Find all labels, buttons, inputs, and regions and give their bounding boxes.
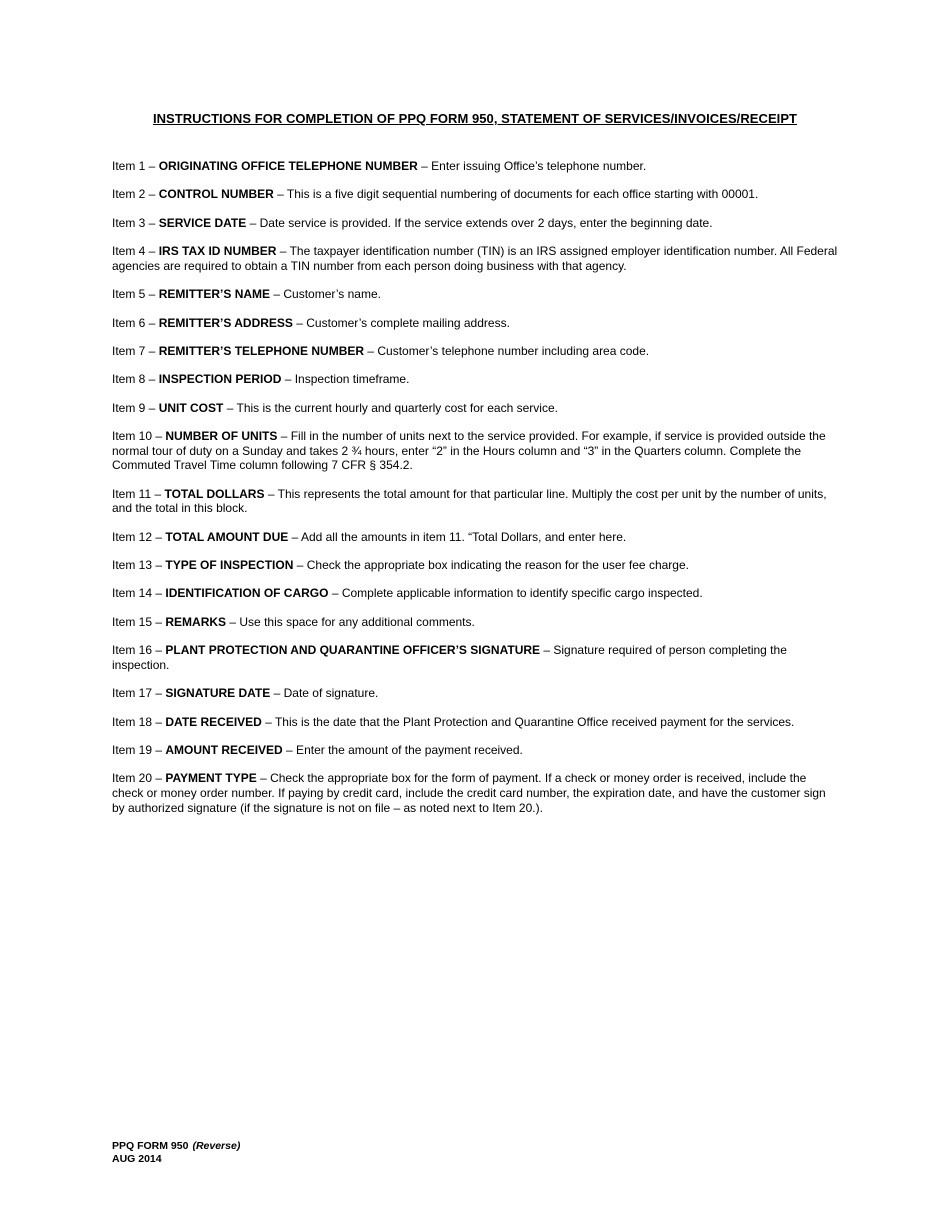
item-text: – Check the appropriate box for the form of payment. If a check or money order is received, include the check or money order number. If paying by credit card, include the credit card number, the expiration date, and have the customer sign by authorized signature (if the signature is not on file – as noted next to Item 20.). (112, 771, 826, 815)
item-prefix: Item 11 – (112, 486, 165, 501)
item-label: UNIT COST (158, 400, 224, 415)
item-prefix: Item 6 – (112, 315, 159, 330)
item-text: – The taxpayer identification number (TIN) is an IRS assigned employer identification number. All Federal agencies are required to obtain a TIN number from each person doing business with that agency. (112, 244, 838, 273)
item-text: – Use this space for any additional comments. (226, 614, 475, 629)
item-text: – Customer’s name. (270, 287, 381, 302)
item-prefix: Item 18 – (112, 714, 166, 729)
item-prefix: Item 15 – (112, 614, 166, 629)
instruction-item (112, 401, 838, 416)
page-title: INSTRUCTIONS FOR COMPLETION OF PPQ FORM 950, STATEMENT OF SERVICES/INVOICES/RECEIPT (152, 111, 798, 126)
form-number: PPQ FORM 950 (112, 1140, 189, 1152)
instruction-item (112, 316, 838, 331)
form-date: AUG 2014 (112, 1152, 162, 1165)
item-prefix: Item 7 – (112, 343, 159, 358)
item-text: – Enter the amount of the payment received. (282, 743, 523, 757)
instruction-item (112, 159, 838, 174)
item-text: – Add all the amounts in item 11. “Total Dollars, and enter here. (288, 529, 627, 544)
item-text: – Check the appropriate box indicating the reason for the user fee charge. (293, 558, 689, 573)
item-prefix: Item 20 – (112, 771, 166, 786)
item-text: – Enter issuing Office’s telephone number. (417, 159, 647, 173)
instruction-item (112, 429, 838, 473)
item-prefix: Item 1 – (112, 159, 159, 173)
item-text: – Customer’s telephone number including area code. (364, 343, 650, 358)
item-label: TOTAL AMOUNT DUE (165, 529, 289, 544)
item-label: IRS TAX ID NUMBER (158, 244, 277, 259)
item-text: – Complete applicable information to identify specific cargo inspected. (328, 586, 703, 601)
item-label: REMITTER’S ADDRESS (158, 315, 293, 330)
item-text: – Signature required of person completing the inspection. (112, 643, 787, 672)
item-label: AMOUNT RECEIVED (165, 743, 283, 757)
item-label: TYPE OF INSPECTION (165, 558, 294, 573)
item-label: DATE RECEIVED (165, 714, 262, 729)
reverse-label: (Reverse) (192, 1140, 241, 1152)
item-label: REMITTER’S TELEPHONE NUMBER (158, 343, 365, 358)
form-id-line (112, 1140, 240, 1153)
item-text: – Customer’s complete mailing address. (292, 315, 510, 330)
item-prefix: Item 10 – (112, 429, 166, 444)
instruction-item (112, 686, 838, 701)
item-label: REMITTER’S NAME (158, 287, 271, 302)
item-prefix: Item 12 – (112, 529, 166, 544)
item-label: IDENTIFICATION OF CARGO (165, 586, 329, 601)
instruction-item (112, 586, 838, 601)
item-text: – Fill in the number of units next to the service provided. For example, if service is provided outside the normal tour of duty on a Sunday and takes 2 ¾ hours, enter “2” in the Hours column and “3” in the Quarters column. Complete the Commuted Travel Time column following 7 CFR § 354.2. (112, 429, 826, 473)
instruction-item (112, 643, 838, 672)
item-label: TOTAL DOLLARS (164, 486, 265, 501)
instruction-item (112, 187, 838, 202)
item-text: – This is a five digit sequential numbering of documents for each office starting with 00001. (273, 187, 759, 202)
item-label: REMARKS (165, 614, 227, 629)
instruction-item (112, 287, 838, 302)
item-text: – This is the current hourly and quarterly cost for each service. (223, 400, 558, 415)
item-prefix: Item 16 – (112, 643, 166, 658)
item-label: SERVICE DATE (158, 215, 247, 230)
item-prefix: Item 4 – (112, 244, 159, 259)
item-text: – This is the date that the Plant Protection and Quarantine Office received payment for the services. (261, 714, 795, 729)
instruction-item (112, 372, 838, 387)
item-text: – This represents the total amount for that particular line. Multiply the cost per unit by the number of units, and the total in this block. (112, 486, 827, 516)
instruction-item (112, 344, 838, 359)
item-text: – Date service is provided. If the service extends over 2 days, enter the beginning date. (246, 215, 713, 230)
instruction-item (112, 216, 838, 231)
item-label: ORIGINATING OFFICE TELEPHONE NUMBER (158, 159, 418, 173)
item-prefix: Item 17 – (112, 686, 166, 701)
item-prefix: Item 2 – (112, 187, 159, 202)
item-prefix: Item 14 – (112, 586, 166, 601)
instruction-item (112, 715, 838, 730)
item-prefix: Item 13 – (112, 558, 166, 573)
instruction-item (112, 244, 838, 273)
item-prefix: Item 19 – (112, 743, 166, 757)
item-text: – Date of signature. (270, 686, 379, 701)
item-label: CONTROL NUMBER (158, 187, 274, 202)
item-label: NUMBER OF UNITS (165, 429, 278, 444)
item-text: – Inspection timeframe. (281, 372, 410, 387)
item-prefix: Item 8 – (112, 372, 159, 387)
instruction-item (112, 743, 838, 758)
item-label: PLANT PROTECTION AND QUARANTINE OFFICER’S SIGNATURE (165, 643, 541, 658)
item-label: PAYMENT TYPE (165, 771, 257, 786)
form-footer (112, 1140, 240, 1165)
item-label: INSPECTION PERIOD (158, 372, 282, 387)
instruction-item (112, 771, 838, 815)
instruction-list (112, 159, 838, 829)
instruction-item (112, 615, 838, 630)
instruction-item (112, 558, 838, 573)
item-prefix: Item 3 – (112, 215, 159, 230)
item-prefix: Item 9 – (112, 400, 159, 415)
instruction-item (112, 530, 838, 545)
instruction-item (112, 487, 838, 516)
item-prefix: Item 5 – (112, 287, 159, 302)
item-label: SIGNATURE DATE (165, 686, 271, 701)
